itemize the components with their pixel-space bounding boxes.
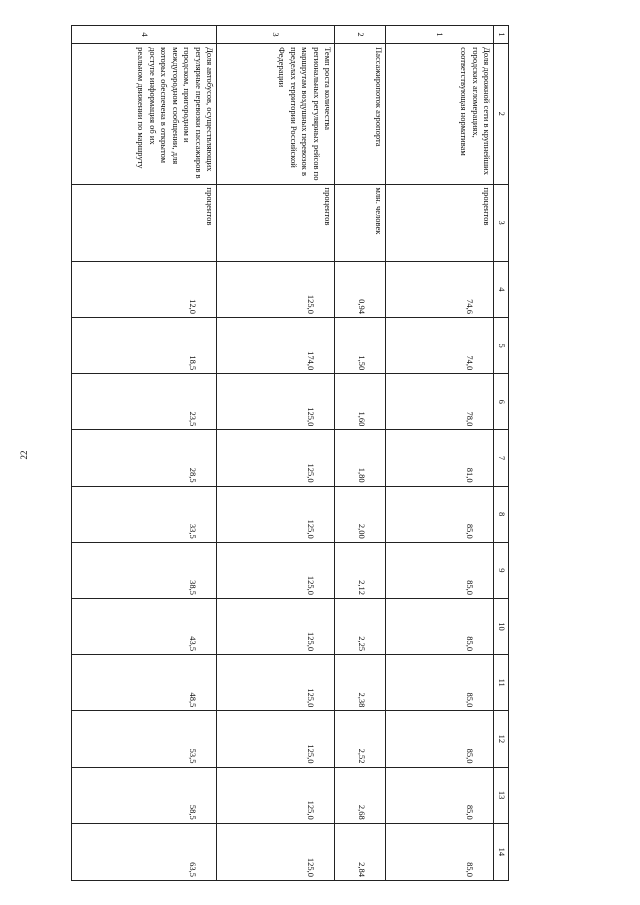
unit-cell: процентов	[72, 184, 217, 261]
table-row	[335, 25, 386, 880]
value-cell: 1,60	[335, 373, 386, 429]
value-cell: 1,80	[335, 429, 386, 485]
value-cell: 85,0	[386, 654, 494, 710]
col-header: 4	[494, 261, 509, 317]
value-cell: 174,0	[217, 317, 335, 373]
col-header: 10	[494, 598, 509, 654]
value-cell: 125,0	[217, 542, 335, 598]
row-number: 1	[386, 25, 494, 43]
col-header: 3	[494, 184, 509, 261]
table-row	[72, 25, 217, 880]
value-cell: 125,0	[217, 486, 335, 542]
value-cell: 12,0	[72, 261, 217, 317]
indicator-name: Доля автобусов, осуществляющих регулярные перевозки пассажиров в городском, пригородном и междугородном сообщении, для которых обеспечена в открытом доступе информация об их реальном движении по маршруту	[72, 43, 217, 183]
value-cell: 2,38	[335, 654, 386, 710]
value-cell: 74,0	[386, 317, 494, 373]
value-cell: 125,0	[217, 373, 335, 429]
value-cell: 2,00	[335, 486, 386, 542]
value-cell: 125,0	[217, 710, 335, 766]
col-header: 9	[494, 542, 509, 598]
unit-cell: процентов	[217, 184, 335, 261]
value-cell: 23,5	[72, 373, 217, 429]
value-cell: 85,0	[386, 486, 494, 542]
unit-cell: млн. человек	[335, 184, 386, 261]
col-header: 11	[494, 654, 509, 710]
value-cell: 85,0	[386, 767, 494, 823]
col-header: 13	[494, 767, 509, 823]
page-number: 22	[19, 450, 29, 460]
value-cell: 63,5	[72, 823, 217, 880]
indicator-name: Доля дорожной сети в крупнейших городских агломерациях, соответствующая нормативам	[386, 43, 494, 183]
header-row	[494, 25, 509, 880]
indicator-name: Пассажиропоток аэропорта	[335, 43, 386, 183]
value-cell: 2,12	[335, 542, 386, 598]
value-cell: 85,0	[386, 823, 494, 880]
row-number: 2	[335, 25, 386, 43]
value-cell: 18,5	[72, 317, 217, 373]
value-cell: 125,0	[217, 261, 335, 317]
value-cell: 125,0	[217, 767, 335, 823]
value-cell: 81,0	[386, 429, 494, 485]
value-cell: 74,6	[386, 261, 494, 317]
value-cell: 125,0	[217, 598, 335, 654]
value-cell: 125,0	[217, 654, 335, 710]
value-cell: 33,5	[72, 486, 217, 542]
row-number: 3	[217, 25, 335, 43]
value-cell: 125,0	[217, 823, 335, 880]
value-cell: 2,84	[335, 823, 386, 880]
table-row	[386, 25, 494, 880]
col-header: 6	[494, 373, 509, 429]
col-header: 5	[494, 317, 509, 373]
col-header: 8	[494, 486, 509, 542]
value-cell: 53,5	[72, 710, 217, 766]
value-cell: 28,5	[72, 429, 217, 485]
value-cell: 1,50	[335, 317, 386, 373]
value-cell: 125,0	[217, 429, 335, 485]
unit-cell: процентов	[386, 184, 494, 261]
value-cell: 2,52	[335, 710, 386, 766]
value-cell: 2,68	[335, 767, 386, 823]
value-cell: 78,0	[386, 373, 494, 429]
col-header: 1	[494, 25, 509, 43]
col-header: 12	[494, 710, 509, 766]
indicator-name: Темп роста количества региональных регулярных рейсов по маршрутам воздушных перевозок в пределах территории Российской Федерации	[217, 43, 335, 183]
value-cell: 85,0	[386, 598, 494, 654]
indicators-table	[71, 25, 509, 881]
row-number: 4	[72, 25, 217, 43]
value-cell: 2,25	[335, 598, 386, 654]
value-cell: 85,0	[386, 710, 494, 766]
value-cell: 58,5	[72, 767, 217, 823]
rotated-table-container	[131, 25, 509, 881]
value-cell: 43,5	[72, 598, 217, 654]
col-header: 2	[494, 43, 509, 183]
value-cell: 85,0	[386, 542, 494, 598]
value-cell: 0,94	[335, 261, 386, 317]
table-row	[217, 25, 335, 880]
col-header: 14	[494, 823, 509, 880]
col-header: 7	[494, 429, 509, 485]
value-cell: 38,5	[72, 542, 217, 598]
value-cell: 48,5	[72, 654, 217, 710]
